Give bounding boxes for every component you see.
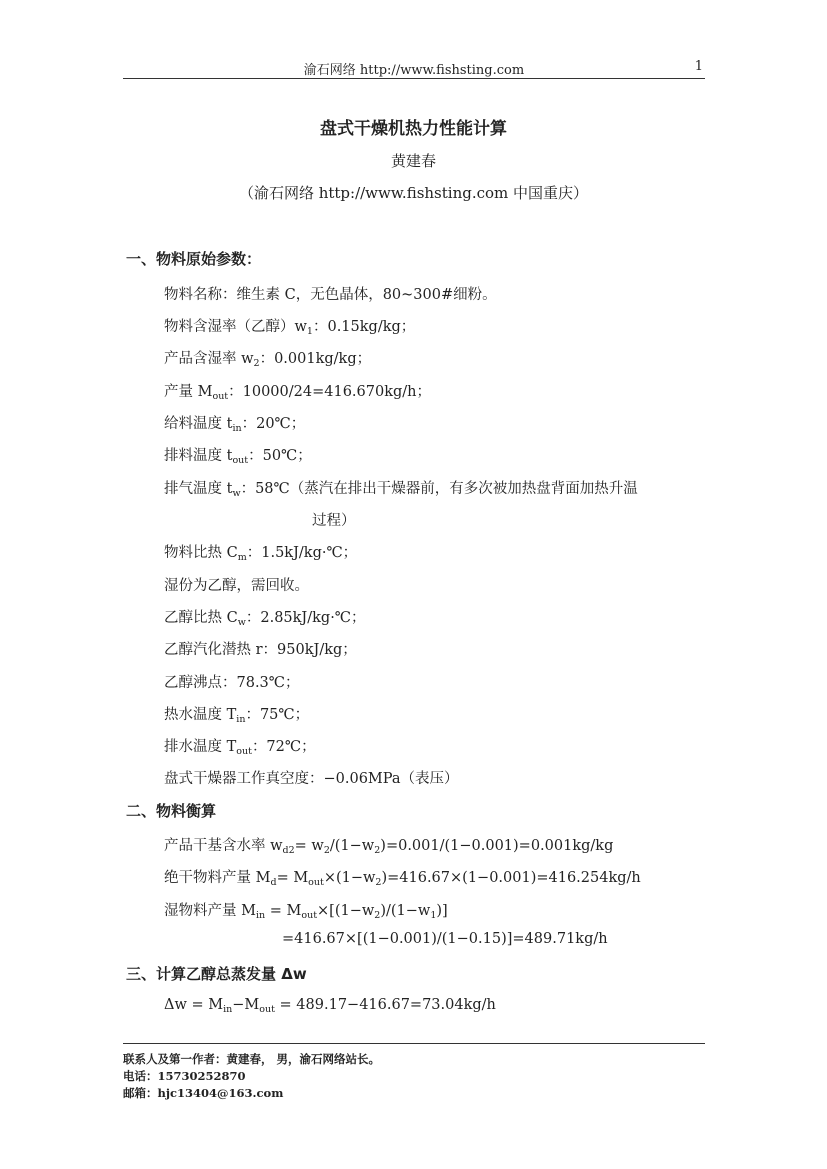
param-ethanol: 湿份为乙醇，需回收。 <box>164 578 309 594</box>
param-cm: 物料比热 $C_m$：1.5kJ/kg·℃； <box>164 545 358 563</box>
section-heading-1: 一、物料原始参数： <box>126 250 262 268</box>
param-material-name: 物料名称：维生素 C，无色晶体，80~300#细粉。 <box>164 287 497 303</box>
param-w1: 物料含湿率（乙醇）$w_1$：0.15kg/kg； <box>164 319 416 337</box>
footer-phone: 电话：15730252870 <box>123 1069 246 1083</box>
document-title: 盘式干燥机热力性能计算 <box>320 119 507 139</box>
page-number: 1 <box>694 59 703 74</box>
param-mout: 产量 $M_{out}$：10000/24=416.670kg/h； <box>164 384 431 402</box>
param-tin: 给料温度 $t_{in}$：20℃； <box>164 416 306 434</box>
section-heading-2: 二、物料衡算 <box>126 802 217 820</box>
param-Tout: 排水温度 $T_{out}$：72℃； <box>164 739 316 757</box>
formula-md: 绝干物料产量 $M_d= M_{out}\times(1-w_2)=416.67\times(1-0.001)=416.254kg/h$ <box>164 870 641 888</box>
formula-evaporation: $\Delta w = M_{in}-M_{out} = 489.17-416.67=73.04kg/h$ <box>164 997 496 1015</box>
param-vacuum: 盘式干燥器工作真空度：−0.06MPa（表压） <box>164 771 459 787</box>
param-tw: 排气温度 $t_w$：58℃（蒸汽在排出干燥器前，有多次被加热盘背面加热升温 <box>164 481 638 499</box>
param-w2: 产品含湿率 $w_2$：0.001kg/kg； <box>164 351 372 369</box>
page-header <box>123 58 705 79</box>
param-boiling-point: 乙醇沸点：78.3℃； <box>164 675 300 691</box>
footer-contact: 联系人及第一作者：黄建春， 男，渝石网络站长。 <box>123 1052 381 1066</box>
footer-email: 邮箱：hjc13404@163.com <box>123 1086 284 1100</box>
param-tout: 排料温度 $t_{out}$：50℃； <box>164 448 312 466</box>
formula-wd2: 产品干基含水率 $w_{d2}= w_2/(1-w_2)=0.001/(1-0.001)=0.001kg/kg$ <box>164 838 614 856</box>
section-heading-3: 三、计算乙醇总蒸发量 Δw <box>126 965 307 983</box>
param-latent-heat: 乙醇汽化潜热 r：950kJ/kg； <box>164 642 357 658</box>
formula-min: 湿物料产量 $M_{in} = M_{out}\times[(1-w_2)/(1-w_1)]$ <box>164 903 448 921</box>
affiliation: （渝石网络 http://www.fishsting.com 中国重庆） <box>238 184 589 202</box>
param-tw-continued: 过程） <box>312 513 356 529</box>
param-Tin: 热水温度 $T_{in}$：75℃； <box>164 707 310 725</box>
footer-divider <box>123 1043 705 1044</box>
header-site: 渝石网络 http://www.fishsting.com <box>303 63 525 78</box>
param-cw: 乙醇比热 $C_w$：2.85kJ/kg·℃； <box>164 610 366 628</box>
formula-min-continued: =416.67×[(1−0.001)/(1−0.15)]=489.71kg/h <box>282 931 608 947</box>
author: 黄建春 <box>390 152 436 170</box>
